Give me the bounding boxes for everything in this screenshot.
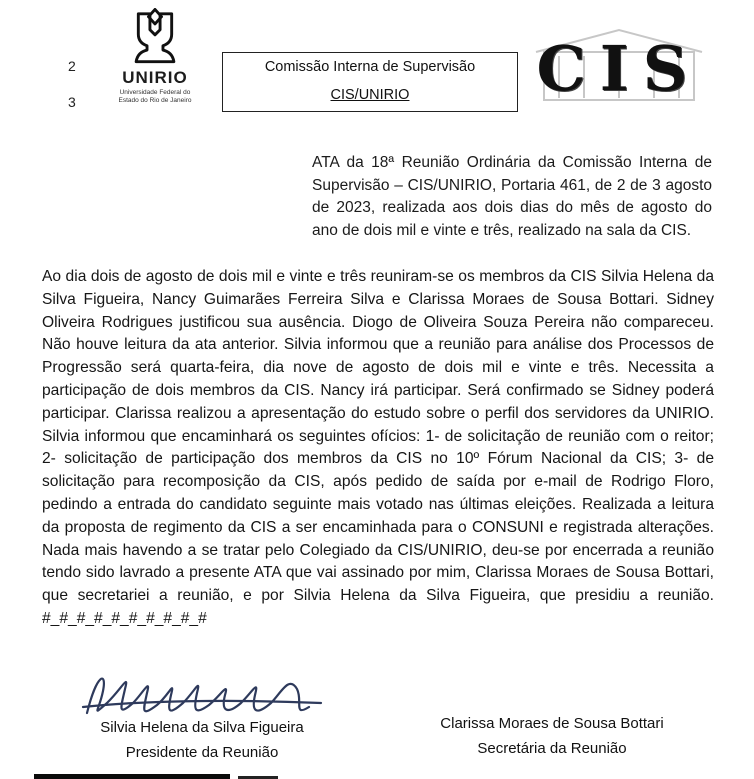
- committee-title-box: [222, 52, 518, 112]
- handwritten-signature: [77, 663, 327, 727]
- president-name: Silvia Helena da Silva Figueira: [100, 719, 304, 736]
- signatures-section: [0, 663, 754, 761]
- minutes-body-paragraph: Ao dia dois de agosto de dois mil e vinte e três reuniram-se os membros da CIS Silvia Helena da Silva Figueira, Nancy Guimarães Ferreira Silva e Clarissa Moraes de Sousa Bottari. Sidney Oliveira Rodrigues justificou sua ausência. Diogo de Oliveira Souza Pereira não compareceu. Não houve leitura da ata anterior. Silvia informou que a reunião para análise dos Processos de Progressão será quarta-feira, dia nove de agosto de dois mil e vinte e três. Necessita a participação de dois membros da CIS. Nancy irá participar. Será confirmado se Sidney poderá participar. Clarissa realizou a apresentação do estudo sobre o perfil dos servidores da UNIRIO. Silvia informou que encaminhará os seguintes ofícios: 1- de solicitação de reunião com o reitor; 2- solicitação de participação dos membros da CIS no 10º Fórum Nacional da CIS; 3- de solicitação para recomposição da CIS, após pedido de saída por e-mail de Rodrigo Floro, pedindo a entrada do candidato seguinte mais votado nas últimas eleições. Realizada a leitura da proposta de regimento da CIS a ser encaminhada para o CONSUNI e registrada alterações. Nada mais havendo a se tratar pelo Colegiado da CIS/UNIRIO, deu-se por encerrada a reunião tendo sido lavrado a presente ATA que vai assinado por mim, Clarissa Moraes de Sousa Bottari, que secretariei a reunião, e por Silvia Helena da Silva Figueira, que presidiu a reunião. #_#_#_#_#_#_#_#_#_#: [42, 268, 714, 627]
- cis-wordmark: CIS: [536, 32, 702, 105]
- scan-artifact: [34, 774, 230, 779]
- secretary-signature-block: [402, 663, 702, 761]
- unirio-emblem-icon: [118, 8, 192, 66]
- secretary-name: Clarissa Moraes de Sousa Bottari: [440, 715, 664, 732]
- committee-acronym: CIS/UNIRIO: [330, 87, 410, 103]
- committee-name: Comissão Interna de Supervisão: [264, 59, 476, 75]
- secretary-role: Secretária da Reunião: [477, 740, 627, 757]
- unirio-logo-block: [100, 8, 210, 105]
- president-role: Presidente da Reunião: [125, 744, 279, 761]
- margin-line-number: 2: [68, 58, 76, 74]
- ata-heading-paragraph: ATA da 18ª Reunião Ordinária da Comissão Interna de Supervisão – CIS/UNIRIO, Portaria 461, de 2 de 3 agosto de 2023, realizada aos dois dias do mês de agosto do ano de dois mil e vinte e três, realizado na sala da CIS.: [312, 154, 712, 239]
- document-header: [0, 0, 754, 138]
- cis-logo: [524, 22, 714, 112]
- unirio-subtitle: Universidade Federal do Estado do Rio de Janeiro: [118, 89, 192, 104]
- unirio-wordmark: UNIRIO: [122, 68, 188, 87]
- president-signature-block: [52, 663, 352, 761]
- margin-line-number: 3: [68, 94, 76, 110]
